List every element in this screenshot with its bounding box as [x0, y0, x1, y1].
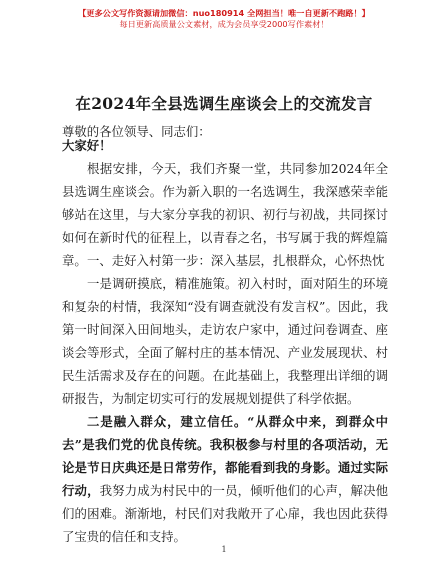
document-title: 在2024年全县选调生座谈会上的交流发言	[75, 94, 373, 113]
paragraph-engage-masses-rest: 我努力成为村民中的一员，倾听他们的心声，解决他们的困难。渐渐地，村民们对我敞开了心扉，我也因此获得了宝贵的信任和支持。	[62, 483, 389, 544]
page-number: 1	[221, 545, 227, 554]
paragraph-engage-masses	[62, 410, 388, 548]
banner-line-1: 【更多公文写作资源请加微信：nuo180914 全网担当！唯一自更新不跑路！】	[78, 8, 370, 18]
section-heading-1: 一、走好入村第一步：深入基层，扎根群众，心怀热忱	[87, 253, 385, 268]
promo-banner	[0, 8, 448, 30]
salutation: 尊敬的各位领导、同志们：	[62, 124, 211, 139]
paragraph-research: 一是调研摸底，精准施策。初入村时，面对陌生的环境和复杂的村情，我深知“没有调查就没有发言权”。因此，我第一时间深入田间地头，走访农户家中，通过问卷调查、座谈会等形式，全面了解村庄的基本情况、产业发展现状、村民生活需求及存在的问题。在此基础上，我整理出详细的调研报告，为制定切实可行的发展规划提供了科学依据。	[62, 276, 388, 406]
banner-line-2: 每日更新高质量公文素材，成为会员享受2000写作素材！	[119, 19, 329, 29]
intro-paragraph: 根据安排，今天，我们齐聚一堂，共同参加2024年全县选调生座谈会。作为新入职的一名选调生，我深感荣幸能够站在这里，与大家分享我的初识、初行与初战，共同探讨如何在新时代的征程上，以青春之名，书写属于我的辉煌篇章。	[62, 161, 388, 268]
greeting: 大家好！	[62, 138, 112, 153]
paragraph-engage-masses-bold: 二是融入群众，建立信任。“从群众中来，到群众中去”是我们党的优良传统。我积极参与村里的各项活动，无论是节日庆典还是日常劳作，都能看到我的身影。通过实际行动，	[62, 414, 388, 498]
